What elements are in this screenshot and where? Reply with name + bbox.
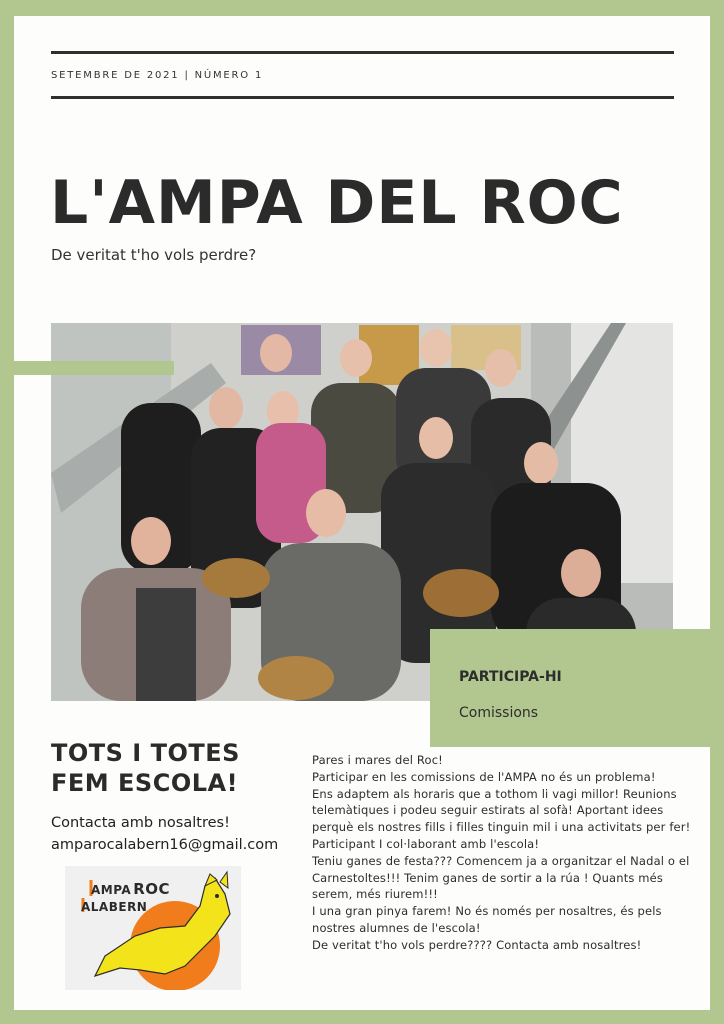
contact-email[interactable]: amparocalabern16@gmail.com <box>51 837 279 853</box>
body-line: Participar en les comissions de l'AMPA no és un problema! <box>312 769 656 784</box>
ampa-logo <box>65 866 241 990</box>
headline <box>51 738 240 798</box>
headline-line-2: FEM ESCOLA! <box>51 769 239 797</box>
body-line: Teniu ganes de festa??? Comencem ja a organitzar el Nadal o el <box>312 853 690 868</box>
body-line: Pares i mares del Roc! <box>312 753 443 767</box>
participa-box <box>430 629 710 747</box>
participa-subtitle: Comissions <box>459 705 539 721</box>
participa-title: PARTICIPA-HI <box>459 669 562 685</box>
headline-line-1: TOTS I TOTES <box>51 739 240 767</box>
contact-block <box>51 812 278 856</box>
body-line: I una gran pinya farem! No és només per nosaltres, és pels <box>312 904 662 919</box>
page-title: L'AMPA DEL ROC <box>50 168 624 238</box>
page-subtitle: De veritat t'ho vols perdre? <box>51 246 257 264</box>
logo-text-alabern: ALABERN <box>81 900 148 914</box>
body-line: Carnestoltes!!! Tenim ganes de sortir a la rúa ! Quants més <box>312 870 664 885</box>
body-text <box>312 752 691 954</box>
body-line: Ens adaptem als horaris que a tothom li vagi millor! Reunions <box>312 786 677 801</box>
body-line: De veritat t'ho vols perdre???? Contacta amb nosaltres! <box>312 937 642 952</box>
logo-text-roc: ROC <box>133 880 171 898</box>
accent-strip <box>14 361 174 375</box>
body-line: nostres alumnes de l'escola! <box>312 920 481 935</box>
body-line: Participant I col·laborant amb l'escola! <box>312 836 540 851</box>
body-line: serem, més riurem!!! <box>312 887 438 902</box>
body-line: telemàtiques i podeu seguir estirats al sofà! Aportant idees <box>312 803 664 818</box>
issue-line: SETEMBRE DE 2021 | NÚMERO 1 <box>51 70 264 81</box>
logo-text-ampa: AMPA <box>91 883 132 897</box>
body-line: perquè els nostres fills i filles tinguin mil i una activitats per fer! <box>312 820 691 835</box>
contact-label: Contacta amb nosaltres! <box>51 815 230 831</box>
header-rule <box>51 96 674 99</box>
top-rule <box>51 51 674 54</box>
